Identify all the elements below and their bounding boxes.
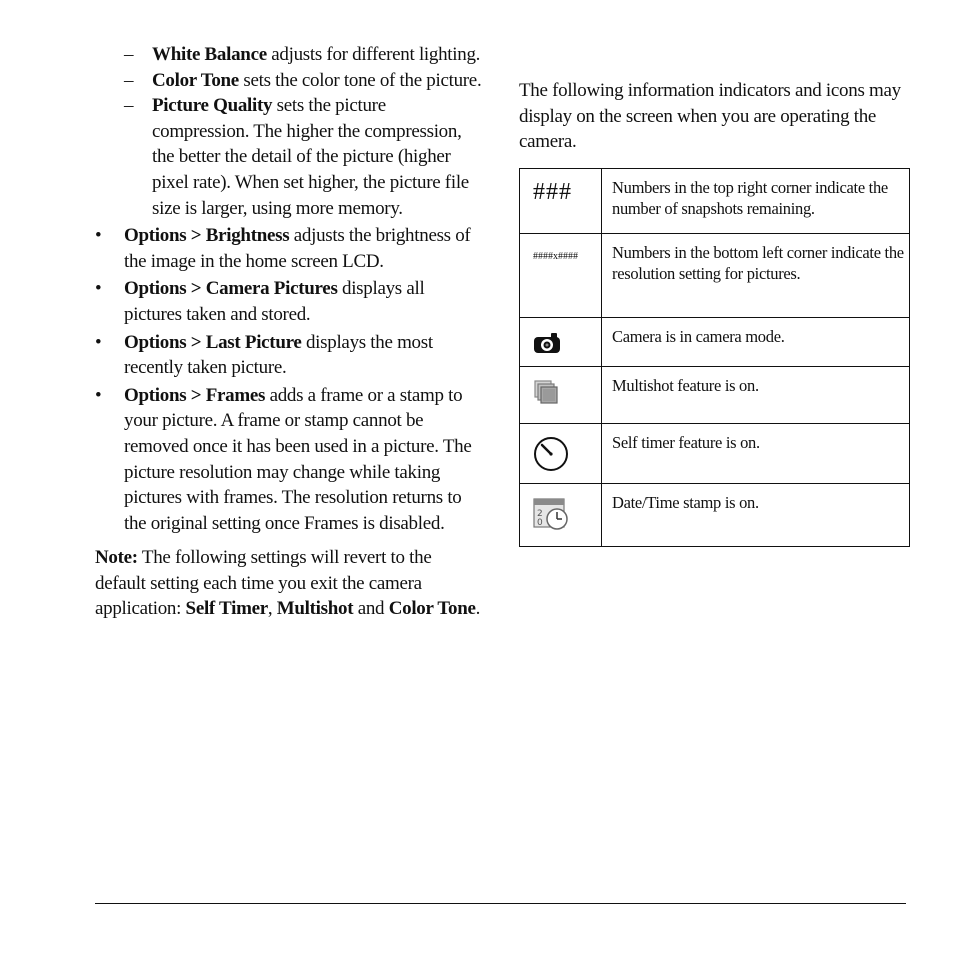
list-item-color-tone [95, 68, 485, 94]
multishot-icon [533, 379, 559, 410]
list-item-brightness [95, 223, 485, 274]
note-separator: and [353, 598, 389, 620]
term: White Balance [152, 44, 267, 65]
term: Options > Camera Pictures [124, 278, 338, 300]
footer-rule [95, 903, 906, 904]
term: Color Tone [152, 69, 239, 91]
dash-bullet: – [124, 69, 134, 91]
list-item-white-balance [95, 42, 485, 68]
table-row [520, 169, 910, 234]
right-column [519, 78, 911, 155]
description: displays all pictures taken and stored. [124, 278, 425, 325]
note-setting-self-timer: Self Timer [185, 598, 268, 620]
bullet: • [95, 225, 102, 247]
indicator-table [519, 168, 910, 547]
description-cell: Date/Time stamp is on. [602, 484, 910, 547]
note-end: . [475, 598, 481, 620]
date-time-stamp-icon [533, 497, 571, 536]
note-label: Note: [95, 547, 138, 569]
note-paragraph [95, 545, 485, 622]
self-timer-icon [533, 436, 569, 477]
description: adds a frame or a stamp to your picture. A frame or stamp cannot be removed once it has been used in a picture. The picture resolution may change while taking pictures with frames. The resolution returns to the original setting once Frames is disabled. [124, 384, 472, 534]
icon-cell [520, 424, 602, 484]
note-text: The following settings will revert to the default setting each time you exit the camera application: [95, 547, 432, 620]
term: Options > Frames [124, 384, 266, 406]
table-row [520, 318, 910, 367]
indicator-cell [520, 169, 602, 234]
left-column [95, 42, 485, 622]
indicator-cell [520, 234, 602, 318]
description: sets the color tone of the picture. [238, 69, 482, 91]
dash-bullet: – [124, 44, 134, 65]
term: Options > Brightness [124, 225, 290, 247]
description-cell: Multishot feature is on. [602, 367, 910, 424]
bullet: • [95, 278, 102, 300]
note-setting-color-tone: Color Tone [388, 598, 476, 620]
camera-icon [533, 332, 561, 359]
note-setting-multishot: Multishot [276, 598, 354, 620]
list-item-picture-quality [95, 93, 485, 221]
description: displays the most recently taken picture. [124, 331, 433, 379]
description-cell: Numbers in the top right corner indicate the number of snapshots remaining. [602, 169, 910, 234]
option-list [95, 223, 485, 536]
description: adjusts for different lighting. [266, 44, 481, 65]
table-row [520, 424, 910, 484]
icon-cell [520, 484, 602, 547]
description-cell: Camera is in camera mode. [602, 318, 910, 367]
description: adjusts the brightness of the image in the home screen LCD. [124, 225, 471, 272]
intro-paragraph: The following information indicators and icons may display on the screen when you are operating the camera. [519, 80, 901, 153]
svg-text:0: 0 [537, 518, 543, 528]
icon-cell [520, 367, 602, 424]
list-item-camera-pictures [95, 276, 485, 327]
snapshots-remaining-indicator: ### [533, 179, 572, 205]
term: Options > Last Picture [124, 331, 302, 353]
table-row [520, 484, 910, 547]
svg-text:2: 2 [537, 509, 543, 519]
resolution-indicator: ####x#### [533, 251, 578, 262]
table-row [520, 367, 910, 424]
description-cell: Numbers in the bottom left corner indicate the resolution setting for pictures. [602, 234, 910, 318]
bullet: • [95, 384, 102, 406]
icon-cell [520, 318, 602, 367]
term: Picture Quality [152, 95, 273, 117]
note-separator: , [267, 598, 277, 620]
list-item-frames [95, 383, 485, 537]
table-row [520, 234, 910, 318]
description: sets the picture compression. The higher the compression, the better the detail of the picture (higher pixel rate). When set higher, the picture file size is larger, using more memory. [152, 95, 469, 219]
sub-option-list [95, 42, 485, 221]
list-item-last-picture [95, 330, 485, 381]
bullet: • [95, 331, 102, 353]
dash-bullet: – [124, 95, 134, 117]
description-cell: Self timer feature is on. [602, 424, 910, 484]
